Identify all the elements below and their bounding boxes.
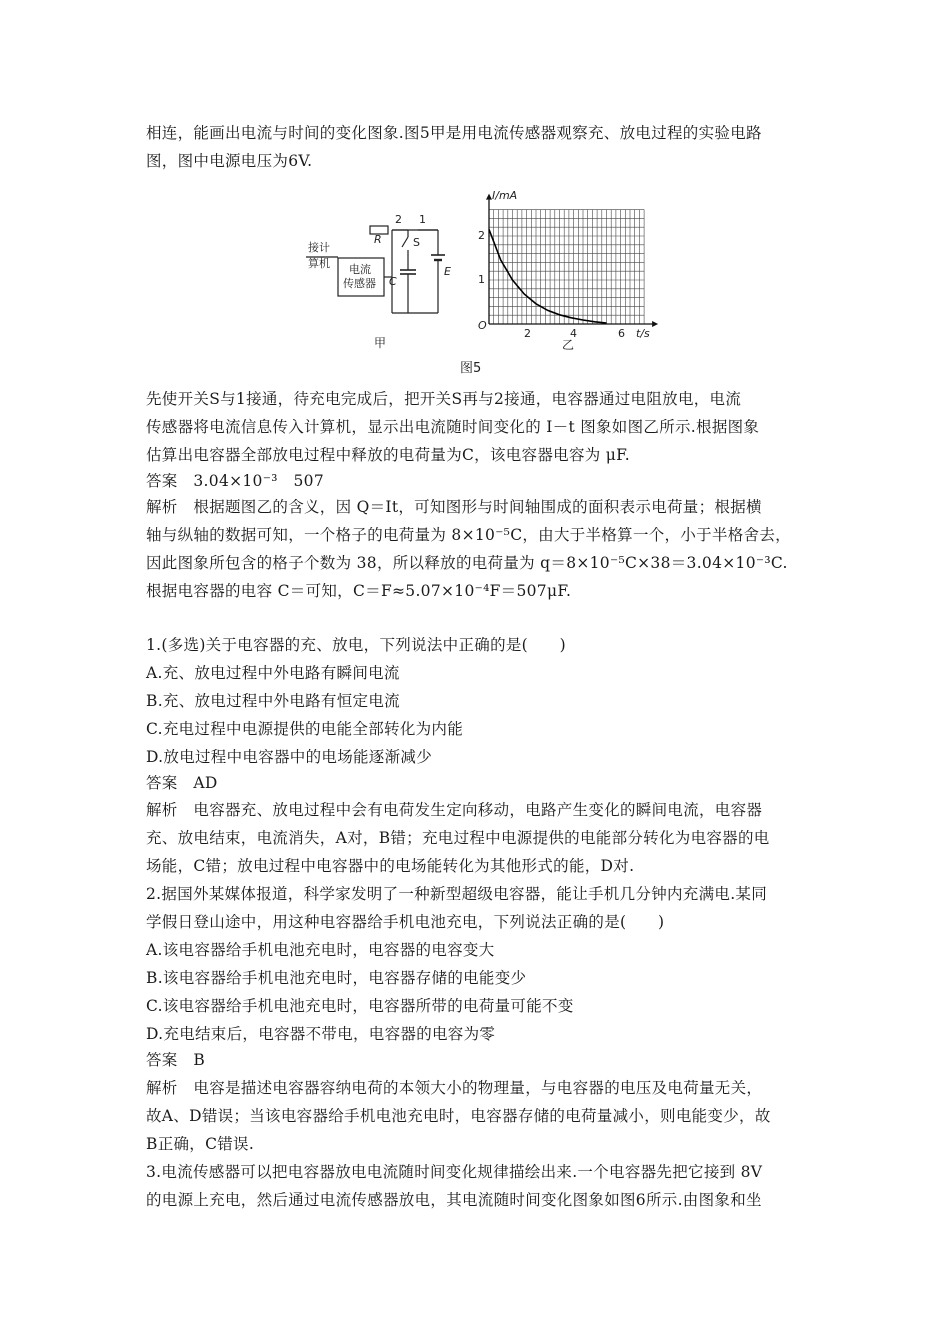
discharge-curve	[489, 229, 607, 323]
text-line: 因此图象所包含的格子个数为 38，所以释放的电荷量为 q＝8×10⁻⁵C×38＝3.04×10⁻³C.	[146, 554, 788, 572]
text-line: 图，图中电源电压为6V.	[146, 152, 313, 170]
option-a: A.该电容器给手机电池充电时，电容器的电容变大	[146, 941, 495, 959]
figure-svg	[300, 185, 660, 375]
option-b: B.充、放电过程中外电路有恒定电流	[146, 692, 400, 710]
capacitor-label: C	[389, 275, 397, 288]
text-line: 解析 电容是描述电容器容纳电荷的本领大小的物理量，与电容器的电压及电荷量无关，	[146, 1079, 763, 1097]
x-tick-4: 4	[570, 327, 577, 340]
text-line: 相连，能画出电流与时间的变化图象.图5甲是用电流传感器观察充、放电过程的实验电路	[146, 124, 762, 142]
computer-label-1: 接计	[308, 241, 330, 254]
switch-pos-1: 1	[419, 213, 426, 226]
text-line: 场能，C错；放电过程中电容器中的电场能转化为其他形式的能，D对.	[146, 857, 635, 875]
sensor-label-1: 电流	[349, 263, 371, 276]
y-tick-1: 1	[478, 273, 485, 286]
question-1: 1.(多选)关于电容器的充、放电，下列说法中正确的是( )	[146, 636, 566, 654]
figure-5	[300, 185, 660, 375]
x-tick-2: 2	[524, 327, 531, 340]
text-line: 估算出电容器全部放电过程中释放的电荷量为C，该电容器电容为 μF.	[146, 446, 631, 464]
switch-pos-2: 2	[395, 213, 402, 226]
question-3: 3.电流传感器可以把电容器放电电流随时间变化规律描绘出来.一个电容器先把它接到 8V	[146, 1163, 763, 1181]
graph-caption: 乙	[562, 338, 575, 352]
option-a: A.充、放电过程中外电路有瞬间电流	[146, 664, 400, 682]
text-line: 先使开关S与1接通，待充电完成后，把开关S再与2接通，电容器通过电阻放电，电流	[146, 390, 742, 408]
x-axis-label: t/s	[636, 327, 650, 340]
origin-label: O	[478, 319, 487, 332]
text-line: 根据电容器的电容 C＝可知，C＝F≈5.07×10⁻⁴F＝507μF.	[146, 582, 572, 600]
answer-line: 答案 3.04×10⁻³ 507	[146, 472, 325, 490]
battery-label: E	[444, 265, 451, 278]
computer-label-2: 算机	[308, 257, 330, 270]
question-2: 2.据国外某媒体报道，科学家发明了一种新型超级电容器，能让手机几分钟内充满电.某同	[146, 885, 768, 903]
y-axis-label: I/mA	[492, 189, 518, 202]
text-line: 传感器将电流信息传入计算机，显示出电流随时间变化的 I－t 图象如图乙所示.根据图象	[146, 418, 760, 436]
x-axis-arrow	[652, 321, 658, 327]
resistor-label: R	[374, 233, 382, 246]
option-d: D.放电过程中电容器中的电场能逐渐减少	[146, 748, 433, 766]
answer-line: 答案 B	[146, 1051, 206, 1069]
answer-line: 答案 AD	[146, 774, 218, 792]
option-d: D.充电结束后，电容器不带电，电容器的电容为零	[146, 1025, 496, 1043]
y-tick-2: 2	[478, 229, 485, 242]
text-line: 解析 电容器充、放电过程中会有电荷发生定向移动，电路产生变化的瞬间电流，电容器	[146, 801, 763, 819]
x-tick-6: 6	[618, 327, 625, 340]
switch-label: S	[413, 236, 420, 249]
circuit-caption: 甲	[374, 336, 387, 350]
text-line: 故A、D错误；当该电容器给手机电池充电时，电容器存储的电荷量减小，则电能变少，故	[146, 1107, 771, 1125]
option-c: C.充电过程中电源提供的电能全部转化为内能	[146, 720, 464, 738]
text-line: 的电源上充电，然后通过电流传感器放电，其电流随时间变化图象如图6所示.由图象和坐	[146, 1191, 762, 1209]
text-line: 轴与纵轴的数据可知，一个格子的电荷量为 8×10⁻⁵C，由大于半格算一个，小于半格舍去，	[146, 526, 791, 544]
text-line: 充、放电结束，电流消失，A对，B错；充电过程中电源提供的电能部分转化为电容器的电	[146, 829, 770, 847]
option-b: B.该电容器给手机电池充电时，电容器存储的电能变少	[146, 969, 527, 987]
text-line: 学假日登山途中，用这种电容器给手机电池充电，下列说法正确的是( )	[146, 913, 665, 931]
text-line: B正确，C错误.	[146, 1135, 255, 1153]
text-line: 解析 根据题图乙的含义，因 Q＝It，可知图形与时间轴围成的面积表示电荷量；根据横	[146, 498, 762, 516]
sensor-label-2: 传感器	[343, 277, 376, 290]
i-t-graph	[486, 194, 658, 327]
option-c: C.该电容器给手机电池充电时，电容器所带的电荷量可能不变	[146, 997, 574, 1015]
figure-caption: 图5	[460, 361, 482, 375]
